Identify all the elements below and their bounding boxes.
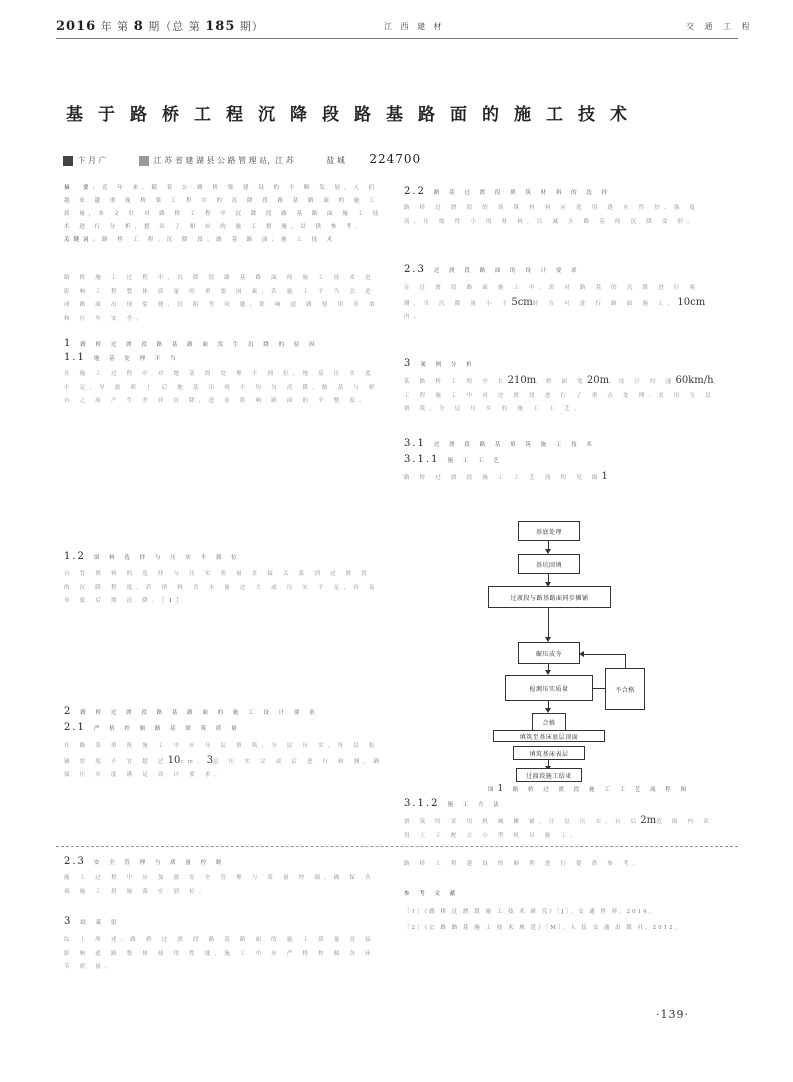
flow-step-3: 过渡段与路基路面同步摊铺 <box>488 586 611 608</box>
section-2-1-body: 在 路 基 填 筑 施 工 中 应 分 层 填 筑、分 层 压 实，每 层 松 铺 厚 度 不 宜 超 过10cm，3层 压 实 完 成 后 进 行 检 测，确 保 压 实 度 满 足 设 计 要 求。 <box>64 743 384 779</box>
section-3-body: 某 路 桥 工 程 全 长210m，桥 面 宽20m，设 计 时 速60km/h，工 程 施 工 中 对 过 渡 段 进 行 了 重 点 处 理，采 用 分 层 填 筑、分 层 压 实 的 施 工 工 艺。 <box>404 375 724 413</box>
flow-step-4: 碾压成夯 <box>518 642 580 664</box>
abstract: 摘 要：近 年 来，随 着 公 路 桥 梁 建 设 的 不 断 发 展，人 们 越 来 越 重 视 桥 梁 工 程 中 的 沉 降 段 路 基 路 面 的 施 工 质 量，本 文 针 对 路 桥 工 程 中 沉 降 段 路 基 路 面 施 工 技 术 进 行 分 析，提 出 了 相 应 的 施 工 措 施，以 供 参 考。 关键词：路 桥 工 程；沉 降 段；路 基 路 面；施 工 技 术 <box>64 185 383 243</box>
section-2-2-heading: 2.2 路 基 过 渡 段 填 筑 材 料 的 选 择 <box>404 186 612 197</box>
section-2-2-body: 路 桥 过 渡 段 的 填 筑 材 料 应 选 用 透 水 性 好、强 度 高、压 缩 性 小 的 材 料，以 减 少 路 基 的 沉 降 变 形。 <box>404 205 700 225</box>
author-affiliation: 江 苏 省 建 湖 县 公 路 管 理 站，江 苏 <box>153 156 294 165</box>
section-1-2-heading: 1.2 填 料 选 择 与 压 实 不 到 位 <box>64 551 241 562</box>
references-heading: 参 考 文 献 <box>404 891 460 897</box>
conclusion-heading: 3 结 束 语 <box>64 916 121 927</box>
flow-connector <box>593 688 605 689</box>
section-1-1-heading: 1.1 地 基 处 理 不 当 <box>64 352 180 363</box>
running-header-section: 交 通 工 程 <box>686 22 754 31</box>
section-3-1-2-body: 填 筑 时 采 用 机 械 摊 铺，分 层 压 实，台 后2m范 围 内 采 用 人 工 配 合 小 型 机 具 施 工。 <box>404 815 713 839</box>
flow-fail: 不合格 <box>605 668 645 710</box>
section-2-1-heading: 2.1 严 格 控 制 路 基 填 筑 质 量 <box>64 722 241 733</box>
page-divider <box>56 846 738 847</box>
section-2-heading: 2 路 桥 过 渡 段 路 基 路 面 的 施 工 设 计 要 求 <box>64 706 319 717</box>
section-1-1-body: 在 施 工 过 程 中 对 地 基 的 处 理 不 到 位，地 基 压 实 度 不 足，导 致 填 土 后 地 基 出 现 不 均 匀 沉 降，路 基 与 桥 台 之 间 产 生 差 异 沉 降，进 而 影 响 路 面 的 平 整 度。 <box>64 371 379 405</box>
arrow-left-icon <box>579 651 584 657</box>
reference-1: ［1］《路 桥 过 渡 段 施 工 技 术 研 究》［J］．交 通 世 界，2014. <box>404 909 653 915</box>
bottom-section-2-3-body: 施 工 过 程 中 应 加 强 安 全 管 理 与 质 量 控 制，确 保 各 项 施 工 措 施 落 实 到 位。 <box>64 875 375 895</box>
section-2-3-body: 在 过 渡 段 路 面 施 工 中，需 对 路 基 的 沉 降 进 行 观 测，当 沉 降 量 小 于5cm时 方 可 进 行 路 面 施 工，10cm内。 <box>404 285 706 321</box>
running-header-issue: 2016 年 第 8 期（总 第 185 期） <box>56 19 264 34</box>
author-zip: 224700 <box>369 152 422 166</box>
flow-step-1: 基底处理 <box>518 521 580 541</box>
reference-2: ［2］《公 路 路 基 施 工 技 术 规 范》［M］．人 民 交 通 出 版 社，2012. <box>404 925 679 931</box>
section-1-2-body: 台 背 填 料 的 选 择 与 压 实 质 量 直 接 关 系 到 过 渡 段 的 沉 降 程 度，若 填 料 含 水 量 过 大 或 压 实 不 足，容 易 导 致 后 期 沉 降。［1］ <box>64 571 379 605</box>
flow-step-7: 填筑基床表层 <box>513 746 585 760</box>
flow-step-8: 过渡段施工结束 <box>516 768 582 782</box>
running-header-journal: 江 西 建 材 <box>384 22 445 31</box>
section-3-1-heading: 3.1 过 渡 段 路 基 填 筑 施 工 技 术 <box>404 438 596 449</box>
conclusion-continued: 路 桥 工 程 建 设 的 顺 利 进 行 提 供 参 考。 <box>404 861 643 867</box>
section-1-heading: 1 路 桥 过 渡 段 路 基 路 面 发 生 沉 降 的 原 因 <box>64 338 319 349</box>
flow-step-5: 检测压实质量 <box>505 675 593 701</box>
flow-step-6: 填筑至基床底层顶面 <box>493 730 605 742</box>
author-name: 卞 月 广 <box>77 156 107 165</box>
page-number: ·139· <box>656 1008 689 1021</box>
section-3-1-2-heading: 3.1.2 施 工 方 法 <box>404 798 503 809</box>
author-marker-icon <box>63 156 73 166</box>
intro-paragraph: 路 桥 施 工 过 程 中，沉 降 段 路 基 路 面 的 施 工 技 术 是 影 响 工 程 整 体 质 量 的 重 要 因 素，若 施 工 不 当 会 造 成 路 面 出 现 裂 缝、沉 陷 等 问 题，影 响 道 路 使 用 寿 命 和 行 车 安 全。 <box>64 275 379 322</box>
author-line <box>63 152 421 166</box>
figure-caption: 图1 路 桥 过 渡 段 施 工 工 艺 流 程 图 <box>488 784 690 794</box>
flow-connector <box>582 654 625 655</box>
conclusion-body: 综 上 所 述，路 桥 过 渡 段 路 基 路 面 的 施 工 质 量 直 接 影 响 道 路 整 体 使 用 性 能，施 工 中 应 严 格 控 制 各 环 节 质 量。 <box>64 937 375 971</box>
affiliation-marker-icon <box>139 156 149 166</box>
flow-step-2: 基坑回填 <box>518 554 580 574</box>
flow-connector <box>548 608 549 639</box>
section-3-heading: 3 案 例 分 析 <box>404 358 476 369</box>
section-3-1-1-body: 路 桥 过 渡 段 施 工 工 艺 流 程 见 图1 <box>404 471 608 482</box>
flow-pass: 合格 <box>532 713 566 731</box>
header-rule <box>56 38 738 39</box>
bottom-section-2-3-heading: 2.3 安 全 管 理 与 质 量 控 制 <box>64 856 226 867</box>
article-title: 基于路桥工程沉降段路基路面的施工技术 <box>66 105 642 125</box>
author-city: 盐 城 <box>326 156 345 165</box>
section-2-3-heading: 2.3 过 渡 段 路 面 的 设 计 要 求 <box>404 264 581 275</box>
section-3-1-1-heading: 3.1.1 施 工 工 艺 <box>404 454 503 465</box>
flow-connector <box>625 654 626 668</box>
